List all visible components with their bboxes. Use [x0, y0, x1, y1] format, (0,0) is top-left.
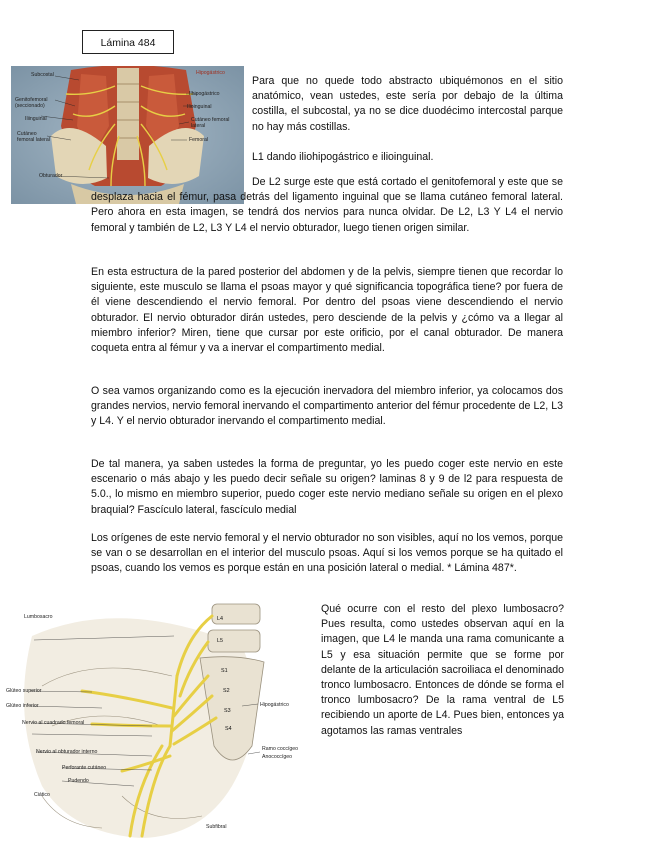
label-obturador: Obturador — [39, 173, 63, 179]
paragraph-8: Qué ocurre con el resto del plexo lumbosacro? Pues resulta, como ustedes observan aquí en la imagen, que L4 le manda una rama comunicante a L5 y esa situación permite que se forme por delante de la articulación sacroiliaca el denominado tronco lumbosacro. Entonces de dónde se forma el tronco lumbosacro? De la rama ventral de L5 recibiendo un aporte de L4. Pues bien, entonces ya agotamos las ramas ventrales — [321, 603, 564, 737]
label-genitofemoral: Genitofemoral (seccionado) — [15, 97, 48, 109]
label-gluteo-superior: Glúteo superior — [6, 688, 42, 694]
label-ilhipogastrico: Ilhipogástrico — [189, 91, 220, 97]
paragraph-6: De tal manera, ya saben ustedes la forma de preguntar, yo les puedo coger este nervio en este escenario o más abajo y les puedo decir señale su origen? laminas 8 y 9 de l2 para respuesta de 5.0., lo mismo en miembro superior, puedo coger este nervio mediano señale su origen en el plexo braquial? Fascículo lateral, fascículo medial — [91, 458, 563, 516]
label-S4: S4 — [225, 726, 232, 732]
paragraph-4: En esta estructura de la pared posterior del abdomen y de la pelvis, siempre tienen que recordar lo siguiente, este musculo se llama el psoas mayor y qué significancia topográfica tiene? por fuera de él viene descendiendo el nervio femoral. Por dentro del psoas viene descendiendo el nervio obturador. El nervio obturador dirán ustedes, pero desciende de la pelvis y ¿cómo va a llegar al miembro inferior? Miren, tiene que cursar por este orificio, por el canal obturador. De manera coqueta entra al fémur y va a inervar el compartimento medial. — [91, 266, 563, 355]
paragraph-7: Los orígenes de este nervio femoral y el nervio obturador no son visibles, aquí no los vemos, porque se van o se desarrollan en el interior del musculo psoas. Aquí si los vemos porque se ha quitado el psoas, cuando los vemos es porque están en una posición lateral o medial. * Lámina 487*. — [91, 532, 563, 575]
label-L5: L5 — [217, 638, 223, 644]
label-perforante-cutaneo: Perforante cutáneo — [62, 765, 107, 771]
figure-lumbosacral-plexus — [2, 596, 310, 841]
label-obturador-interno: Nervio al obturador interno — [36, 749, 98, 755]
label-hipogastrico: Hipogástrico — [196, 70, 225, 76]
paragraph-5: O sea vamos organizando como es la ejecución inervadora del miembro inferior, ya colocamos dos grandes nervios, nervio femoral inervando el compartimento anterior del fémur procedente de L2, L3 y L4. Y el nervio obturador inervando el compartimento medial. — [91, 385, 563, 428]
paragraph-3: De L2 surge este que está cortado el genitofemoral y este que se desplaza hacia el fémur, pasa detrás del ligamento inguinal que se llama cutáneo femoral lateral. Pero ahora en esta imagen, se tendrá dos nervios para nunca olvidar. De L2, L3 Y L4 el nervio femoral y también de L2, L3 Y L4 el nervio obturador, luego tienen origen similar. — [91, 176, 563, 234]
label-cutaneo-femoral-right: Cutáneo femoral lateral — [191, 117, 230, 129]
label-subfibral: Subfibral — [206, 824, 227, 830]
label-iliinguinal: Iliinguinal — [25, 116, 47, 122]
label-lumbosacro: Lumbosacro — [24, 614, 53, 620]
label-cutaneo-femoral-left: Cutáneo femoral lateral — [17, 131, 50, 143]
label-subcostal: Subcostal — [31, 72, 54, 78]
label-pudendo: Pudendo — [68, 778, 89, 784]
label-L4: L4 — [217, 616, 223, 622]
page-title: Lámina 484 — [82, 30, 174, 54]
paragraph-2: L1 dando iliohipogástrico e ilioinguinal. — [252, 151, 434, 163]
label-S2: S2 — [223, 688, 230, 694]
paragraph-1: Para que no quede todo abstracto ubiquémonos en el sitio anatómico, vean ustedes, este sería por debajo de la última costilla, el subcostal, ya no se dice duodécimo intercostal parque no hay más costillas. — [252, 75, 563, 133]
label-S1: S1 — [221, 668, 228, 674]
sacral-plexus-illustration — [2, 596, 310, 841]
label-femoral: Femoral — [189, 137, 209, 143]
label-anococcigeo: Anococcígeo — [262, 754, 292, 760]
label-ilioinguinal: Ilioinguinal — [187, 104, 212, 110]
label-gluteo-inferior: Glúteo inferior — [6, 703, 39, 709]
label-S3: S3 — [224, 708, 231, 714]
label-ciatico: Ciático — [34, 792, 50, 798]
label-ramo-coccigeo: Ramo coccígeo — [262, 746, 299, 752]
label-cuadrado-femoral: Nervio al cuadrado femoral — [22, 720, 85, 726]
label-hipogastrico-2: Hipogástrico — [260, 702, 289, 708]
